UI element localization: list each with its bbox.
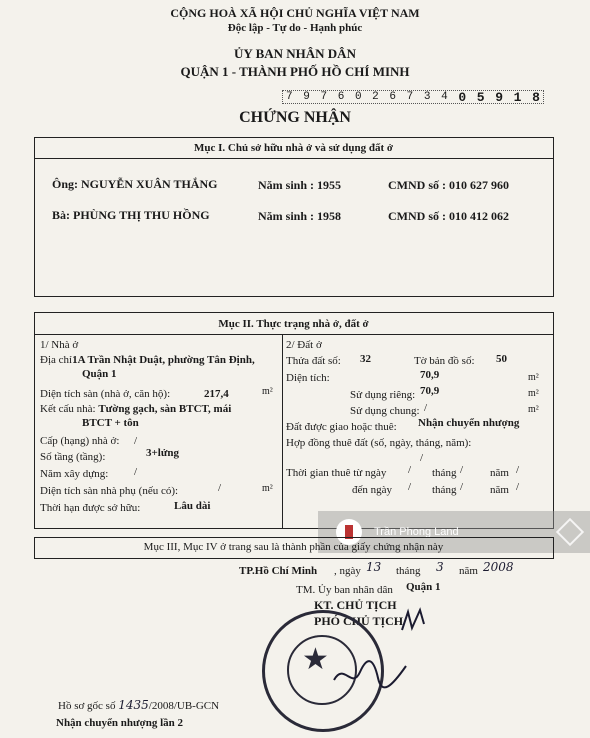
grade-value: / xyxy=(134,435,138,447)
floor-area-unit: m² xyxy=(262,386,273,397)
private-use-value: 70,9 xyxy=(420,385,440,397)
serial-digit: 6 xyxy=(389,91,397,103)
term-value: Lâu dài xyxy=(174,500,211,512)
sign-month-value: 3 xyxy=(436,560,444,574)
lease-from-day: / xyxy=(408,464,412,476)
structure-label: Kết cấu nhà: xyxy=(40,403,96,415)
aux-area-value: / xyxy=(218,482,222,494)
lease-to-label: đến ngày xyxy=(352,484,393,496)
map-value: 50 xyxy=(496,353,507,365)
lease-from-month: / xyxy=(460,464,464,476)
house-title: 1/ Nhà ở xyxy=(40,339,79,351)
serial-digit: 9 xyxy=(495,89,504,105)
lease-contract-value: / xyxy=(420,452,424,464)
initials-mark xyxy=(398,606,428,636)
serial-digit: 0 xyxy=(458,89,467,105)
owner-1-id: CMND số : 010 627 960 xyxy=(388,178,509,192)
lease-from-month-label: tháng xyxy=(432,467,457,479)
sign-day-label: , ngày xyxy=(334,565,361,577)
lease-from-label: Thời gian thuê từ ngày xyxy=(286,467,387,479)
owner-2-id: CMND số : 010 412 062 xyxy=(388,209,509,223)
address-label: Địa chỉ xyxy=(40,354,73,366)
country-name: CỘNG HOÀ XÃ HỘI CHỦ NGHĨA VIỆT NAM xyxy=(170,6,420,20)
lease-to-month-label: tháng xyxy=(432,484,457,496)
on-behalf-district: Quận 1 xyxy=(406,581,441,593)
on-behalf: TM. Ủy ban nhân dân xyxy=(296,584,393,596)
serial-digit: 0 xyxy=(354,91,362,103)
serial-digit: 9 xyxy=(303,91,310,103)
private-use-unit: m² xyxy=(528,388,539,399)
land-area-unit: m² xyxy=(528,372,539,383)
file-number: 1435 xyxy=(118,698,149,712)
lease-from-year: / xyxy=(516,464,520,476)
address-value: 1A Trần Nhật Duật, phường Tân Định, xyxy=(72,354,255,366)
floors-value: 3+lửng xyxy=(146,447,180,459)
file-suffix: /2008/UB-GCN xyxy=(148,700,220,712)
sign-month-label: tháng xyxy=(396,565,421,577)
owner-1-birth: Năm sinh : 1955 xyxy=(258,178,342,192)
lease-from-year-label: năm xyxy=(490,467,509,479)
watermark-text: Trần Phong Land xyxy=(374,526,459,538)
serial-digit: 8 xyxy=(532,89,540,105)
agency-district: QUẬN 1 - THÀNH PHỐ HỒ CHÍ MINH xyxy=(180,64,410,79)
sign-year-value: 2008 xyxy=(483,560,514,574)
sign-day-value: 13 xyxy=(366,560,382,574)
serial-digit: 5 xyxy=(476,89,485,105)
floor-area-label: Diện tích sàn (nhà ở, căn hộ): xyxy=(40,388,171,400)
serial-digit: 7 xyxy=(406,91,414,103)
address-value-2: Quận 1 xyxy=(82,368,117,380)
owner-2-birth: Năm sinh : 1958 xyxy=(258,209,342,223)
position-1: KT. CHỦ TỊCH xyxy=(314,598,397,612)
term-label: Thời hạn được sở hữu: xyxy=(40,502,141,514)
shared-use-unit: m² xyxy=(528,404,539,415)
cube-icon xyxy=(556,518,584,546)
file-label: Hồ sơ gốc số xyxy=(58,700,116,712)
document-title: CHỨNG NHẬN xyxy=(239,109,351,126)
serial-digit: 3 xyxy=(423,91,431,103)
serial-digit: 6 xyxy=(337,91,345,103)
star-icon: ★ xyxy=(302,642,329,677)
sign-year-label: năm xyxy=(459,565,478,577)
agency-name: ỦY BAN NHÂN DÂN xyxy=(234,46,356,61)
lease-to-day: / xyxy=(408,481,412,493)
plot-value: 32 xyxy=(360,353,371,365)
serial-number xyxy=(282,90,544,104)
footer-note: Mục III, Mục IV ở trang sau là thành phần của giấy chứng nhận này xyxy=(143,541,444,553)
owner-2-name: Bà: PHÙNG THỊ THU HỒNG xyxy=(52,208,210,222)
map-label: Tờ bản đồ số: xyxy=(414,355,475,367)
transfer-note: Nhận chuyển nhượng lần 2 xyxy=(56,717,184,729)
aux-area-unit: m² xyxy=(262,483,273,494)
serial-digit: 4 xyxy=(441,91,448,103)
allocation-label: Đất được giao hoặc thuê: xyxy=(286,421,397,433)
signature xyxy=(330,652,410,692)
lease-contract-label: Hợp đồng thuê đất (số, ngày, tháng, năm): xyxy=(286,437,472,449)
lease-to-year: / xyxy=(516,481,520,493)
private-use-label: Sử dụng riêng: xyxy=(350,389,416,401)
motto: Độc lập - Tự do - Hạnh phúc xyxy=(227,22,363,34)
year-value: / xyxy=(134,466,138,478)
serial-digit: 7 xyxy=(320,91,328,103)
floors-label: Số tầng (tầng): xyxy=(40,451,106,463)
shared-use-value: / xyxy=(424,402,428,414)
lease-to-month: / xyxy=(460,481,464,493)
land-title: 2/ Đất ở xyxy=(286,339,322,351)
land-area-label: Diện tích: xyxy=(286,372,330,384)
section-1-heading: Mục I. Chủ sở hữu nhà ở và sử dụng đất ở xyxy=(194,142,393,154)
owner-1-name: Ông: NGUYỄN XUÂN THẮNG xyxy=(52,177,218,191)
sign-place: TP.Hồ Chí Minh xyxy=(239,565,318,577)
serial-digit: 7 xyxy=(286,91,293,103)
aux-area-label: Diện tích sàn nhà phụ (nếu có): xyxy=(40,485,179,497)
grade-label: Cấp (hạng) nhà ở: xyxy=(40,435,120,447)
position-2: PHÓ CHỦ TỊCH xyxy=(314,614,404,628)
structure-value-2: BTCT + tôn xyxy=(82,417,139,429)
section-2-heading: Mục II. Thực trạng nhà ở, đất ở xyxy=(218,318,369,330)
structure-value: Tường gạch, sàn BTCT, mái xyxy=(98,403,232,415)
serial-digit: 2 xyxy=(372,91,379,103)
plot-label: Thửa đất số: xyxy=(286,355,341,367)
land-area-value: 70,9 xyxy=(420,369,440,381)
serial-digit: 1 xyxy=(513,89,522,105)
floor-area-value: 217,4 xyxy=(204,388,229,400)
allocation-value: Nhận chuyển nhượng xyxy=(418,417,520,429)
year-label: Năm xây dựng: xyxy=(40,468,109,480)
lease-to-year-label: năm xyxy=(490,484,509,496)
shared-use-label: Sử dụng chung: xyxy=(350,405,420,417)
